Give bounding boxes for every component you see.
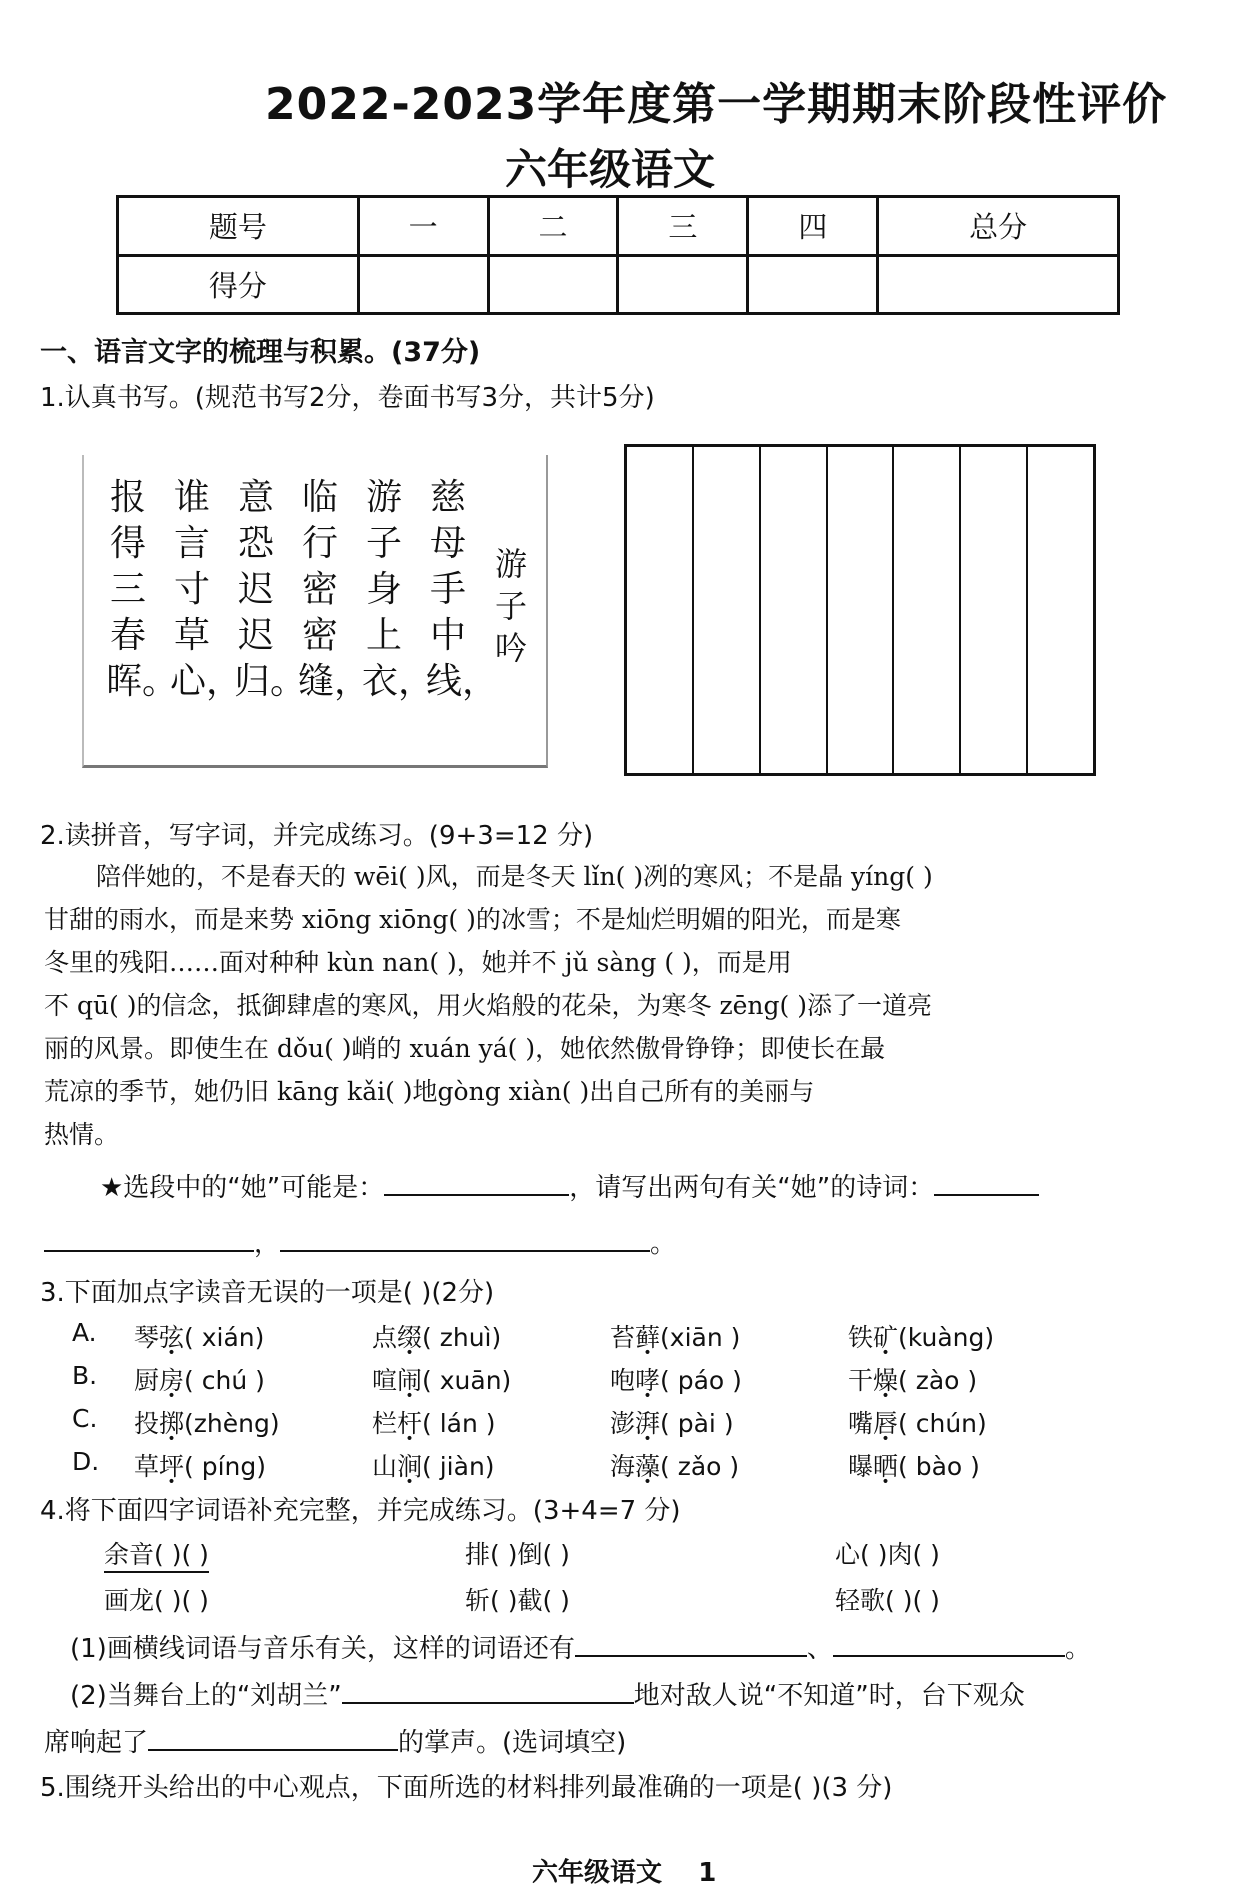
score-cell-total: 总分 — [878, 197, 1119, 256]
poem-column: 谁言寸草心， — [170, 477, 243, 702]
option-word — [372, 1404, 496, 1440]
option-word — [848, 1404, 987, 1440]
word-char: 点 — [372, 1323, 398, 1352]
score-table-header-row — [118, 197, 1119, 256]
q4-sub2-text-2: 地对敌人说“不知道”时，台下观众 — [633, 1681, 1025, 1711]
exam-title: 2022-2023学年度第一学期期末阶段性评价 — [265, 79, 1168, 130]
passage-line: 陪伴她的，不是春天的 wēi( )风，而是冬天 lǐn( )冽的寒风；不是晶 yíng( ) — [96, 862, 933, 891]
word-char: 铁 — [848, 1323, 874, 1352]
option-letter: B. — [72, 1361, 98, 1390]
q4-sub1 — [70, 1628, 1091, 1665]
pinyin: ( xuān) — [422, 1366, 512, 1395]
comma: ， — [254, 1229, 281, 1259]
poem-box — [82, 455, 548, 768]
answer-blank-music-2[interactable] — [833, 1631, 1065, 1657]
pinyin: ( lán ) — [422, 1409, 496, 1438]
word-char: 投 — [134, 1409, 160, 1438]
option-word — [372, 1447, 495, 1483]
score-cell-4: 四 — [748, 197, 878, 256]
score-table — [116, 195, 1120, 315]
dotted-char: 湃 — [635, 1409, 661, 1438]
option-word — [848, 1447, 980, 1483]
option-word — [134, 1361, 265, 1397]
option-word — [134, 1447, 266, 1483]
dotted-char: 藓 — [635, 1323, 661, 1352]
pinyin: ( zhuì) — [422, 1323, 502, 1352]
poem-title: 游子吟 — [494, 545, 527, 667]
writing-column[interactable] — [894, 447, 961, 773]
answer-blank-adverb[interactable] — [342, 1678, 634, 1704]
answer-blank-applause[interactable] — [148, 1725, 398, 1751]
answer-blank-music-1[interactable] — [575, 1631, 807, 1657]
q2-passage — [44, 855, 1194, 1156]
dotted-char: 燥 — [873, 1366, 899, 1395]
idiom: 斩( )截( ) — [465, 1586, 570, 1615]
word-char: 山 — [372, 1452, 398, 1481]
pinyin: (zhèng) — [184, 1409, 280, 1438]
answer-blank-she[interactable] — [384, 1170, 569, 1196]
question-3: 3.下面加点字读音无误的一项是( )(2分) — [40, 1278, 495, 1308]
word-char: 苔 — [610, 1323, 636, 1352]
word-char: 嘴 — [848, 1409, 874, 1438]
option-word — [610, 1447, 739, 1483]
q4-sub2-cont — [44, 1722, 626, 1759]
pinyin: ( jiàn) — [422, 1452, 495, 1481]
pinyin: ( bào ) — [898, 1452, 980, 1481]
word-char: 干 — [848, 1366, 874, 1395]
word-char: 海 — [610, 1452, 636, 1481]
score-input-total[interactable] — [878, 255, 1119, 314]
option-letter: D. — [72, 1447, 100, 1476]
dotted-char: 杆 — [397, 1409, 423, 1438]
section-1-heading: 一、语言文字的梳理与积累。(37分) — [40, 337, 481, 368]
dotted-char: 唇 — [873, 1409, 899, 1438]
poem-column: 意恐迟迟归。 — [234, 477, 307, 702]
dotted-char: 哮 — [635, 1366, 661, 1395]
pinyin: ( zǎo ) — [660, 1452, 740, 1481]
option-word — [610, 1318, 740, 1354]
q2-star-line — [100, 1167, 1039, 1204]
dotted-char: 藻 — [635, 1452, 661, 1481]
score-input-2[interactable] — [488, 255, 618, 314]
word-char: 曝 — [848, 1452, 874, 1481]
writing-grid[interactable] — [624, 444, 1096, 776]
passage-line: 热情。 — [44, 1120, 120, 1149]
footer-label: 六年级语文 — [532, 1858, 663, 1888]
writing-column[interactable] — [828, 447, 895, 773]
idiom: 心( )肉( ) — [835, 1540, 940, 1569]
page-number: 1 — [698, 1858, 717, 1888]
score-cell-1: 一 — [358, 197, 488, 256]
question-5: 5.围绕开头给出的中心观点，下面所选的材料排列最准确的一项是( )(3 分) — [40, 1773, 893, 1803]
dotted-char: 掷 — [159, 1409, 185, 1438]
star-prompt-2: ，请写出两句有关“她”的诗词： — [569, 1173, 935, 1203]
q4-sub2-text-4: 的掌声。(选词填空) — [398, 1728, 627, 1758]
question-1: 1.认真书写。(规范书写2分，卷面书写3分，共计5分) — [40, 383, 655, 413]
writing-column[interactable] — [961, 447, 1028, 773]
dotted-char: 房 — [159, 1366, 185, 1395]
word-char: 喧 — [372, 1366, 398, 1395]
writing-column[interactable] — [627, 447, 694, 773]
writing-column[interactable] — [761, 447, 828, 773]
period: 。 — [650, 1229, 677, 1259]
score-input-1[interactable] — [358, 255, 488, 314]
question-4: 4.将下面四字词语补充完整，并完成练习。(3+4=7 分) — [40, 1496, 681, 1526]
dotted-char: 缀 — [397, 1323, 423, 1352]
word-char: 咆 — [610, 1366, 636, 1395]
pinyin: (kuàng) — [898, 1323, 995, 1352]
score-input-3[interactable] — [618, 255, 748, 314]
dotted-char: 弦 — [159, 1323, 185, 1352]
option-letter: A. — [72, 1318, 97, 1347]
pinyin: ( xián) — [184, 1323, 265, 1352]
q4-sub1-end: 。 — [1064, 1634, 1091, 1664]
score-input-4[interactable] — [748, 255, 878, 314]
answer-blank-poem-1a[interactable] — [934, 1170, 1039, 1196]
idiom: 画龙( )( ) — [104, 1586, 209, 1615]
score-row-label: 得分 — [118, 255, 359, 314]
question-2: 2.读拼音，写字词，并完成练习。(9+3=12 分) — [40, 821, 594, 851]
writing-column[interactable] — [1028, 447, 1093, 773]
page-footer — [532, 1852, 716, 1889]
pinyin: ( zào ) — [898, 1366, 978, 1395]
passage-line: 荒凉的季节，她仍旧 kāng kǎi( )地gòng xiàn( )出自己所有的美丽与 — [44, 1077, 815, 1106]
pinyin: (xiān ) — [660, 1323, 741, 1352]
score-cell-2: 二 — [488, 197, 618, 256]
option-word — [372, 1361, 511, 1397]
q4-sub1-text: (1)画横线词语与音乐有关，这样的词语还有 — [70, 1634, 575, 1664]
dotted-char: 坪 — [159, 1452, 185, 1481]
word-char: 栏 — [372, 1409, 398, 1438]
word-char: 琴 — [134, 1323, 160, 1352]
dotted-char: 矿 — [873, 1323, 899, 1352]
score-table-score-row — [118, 255, 1119, 314]
poem-column: 报得三春晖。 — [106, 477, 179, 702]
passage-line: 不 qū( )的信念，抵御肆虐的寒风，用火焰般的花朵，为寒冬 zēng( )添了一道亮 — [44, 991, 932, 1020]
dotted-char: 晒 — [873, 1452, 899, 1481]
q2-poem-answer-line — [44, 1223, 676, 1260]
poem-column: 游子身上衣， — [362, 477, 435, 702]
word-char: 草 — [134, 1452, 160, 1481]
passage-line: 丽的风景。即使生在 dǒu( )峭的 xuán yá( )，她依然傲骨铮铮；即使长在最 — [44, 1034, 886, 1063]
q4-sub2-text: (2)当舞台上的“刘胡兰” — [70, 1681, 342, 1711]
option-word — [848, 1361, 977, 1397]
answer-blank-poem-2[interactable] — [280, 1226, 650, 1252]
score-cell-3: 三 — [618, 197, 748, 256]
exam-subtitle: 六年级语文 — [505, 145, 716, 194]
poem-column: 慈母手中线， — [426, 477, 499, 702]
star-prompt: ★选段中的“她”可能是： — [100, 1173, 385, 1203]
pinyin: ( chún) — [898, 1409, 987, 1438]
passage-line: 冬里的残阳……面对种种 kùn nan( )，她并不 jǔ sàng ( )，而是用 — [44, 948, 792, 977]
writing-column[interactable] — [694, 447, 761, 773]
q4-sub1-sep: 、 — [806, 1634, 833, 1664]
answer-blank-poem-1b[interactable] — [44, 1226, 254, 1252]
q4-sub2 — [70, 1675, 1025, 1712]
score-cell-label: 题号 — [118, 197, 359, 256]
passage-line: 甘甜的雨水，而是来势 xiōng xiōng( )的冰雪；不是灿烂明媚的阳光，而是寒 — [44, 905, 901, 934]
dotted-char: 涧 — [397, 1452, 423, 1481]
option-word — [134, 1404, 280, 1440]
pinyin: ( pài ) — [660, 1409, 734, 1438]
option-word — [372, 1318, 501, 1354]
poem-column: 临行密密缝， — [298, 477, 371, 702]
option-letter: C. — [72, 1404, 98, 1433]
option-word — [848, 1318, 994, 1354]
pinyin: ( chú ) — [184, 1366, 265, 1395]
option-word — [610, 1361, 742, 1397]
pinyin: ( píng) — [184, 1452, 267, 1481]
q4-sub2-text-3: 席响起了 — [44, 1728, 149, 1758]
idiom: 轻歌( )( ) — [835, 1586, 940, 1615]
option-word — [134, 1318, 264, 1354]
dotted-char: 闹 — [397, 1366, 423, 1395]
pinyin: ( páo ) — [660, 1366, 742, 1395]
idiom-underlined: 余音( )( ) — [104, 1535, 209, 1573]
word-char: 厨 — [134, 1366, 160, 1395]
idiom: 排( )倒( ) — [465, 1540, 570, 1569]
option-word — [610, 1404, 734, 1440]
word-char: 澎 — [610, 1409, 636, 1438]
